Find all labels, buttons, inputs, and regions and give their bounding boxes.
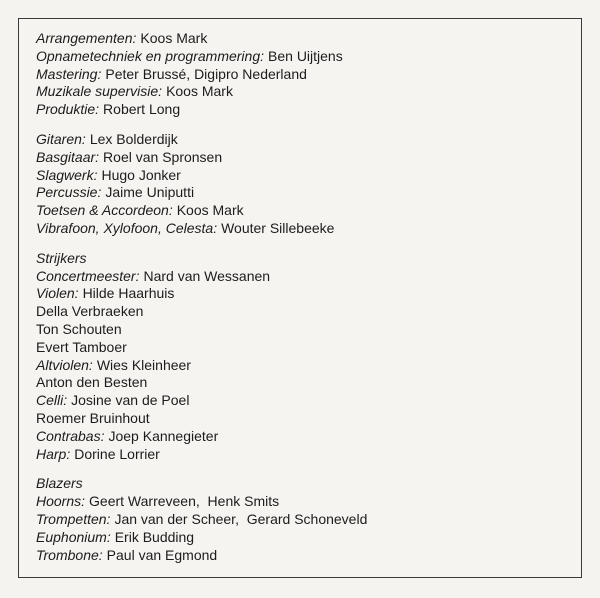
credit-name: Jaime Uniputti (105, 184, 195, 201)
section-heading: Strijkers (36, 249, 87, 266)
credit-line (36, 374, 367, 392)
credit-role: Trompetten: (36, 510, 111, 527)
credit-name: Koos Mark (140, 30, 208, 46)
credit-name: Evert Tamboer (36, 338, 127, 355)
credit-name: Della Verbraeken (36, 303, 144, 320)
credit-name: Joep Kannegieter (108, 427, 219, 444)
credit-role: Concertmeester: (36, 267, 140, 284)
credit-name: Koos Mark (166, 83, 233, 100)
credit-line (36, 529, 367, 547)
credit-line (36, 511, 367, 529)
credit-name: Wouter Sillebeeke (221, 219, 335, 236)
credit-line (36, 428, 367, 446)
credit-line (36, 101, 367, 119)
credit-line (36, 446, 367, 464)
credit-line (36, 392, 367, 410)
credit-name: Ton Schouten (36, 320, 122, 337)
credit-name: Roel van Spronsen (103, 148, 223, 165)
credit-role: Vibrafoon, Xylofoon, Celesta: (36, 219, 218, 236)
credit-role: Hoorns: (36, 493, 86, 510)
credit-role: Altviolen: (36, 356, 93, 373)
credit-role: Produktie: (36, 101, 100, 118)
credit-name: Robert Long (103, 101, 181, 118)
credit-name: Dorine Lorrier (74, 445, 160, 462)
credit-role: Opnametechniek en programmering: (36, 47, 265, 64)
credit-name: Lex Bolderdijk (89, 130, 178, 147)
credit-line (36, 220, 367, 238)
credit-line (36, 131, 367, 149)
production-credits (36, 30, 367, 119)
credit-line (36, 83, 367, 101)
credit-line (36, 339, 367, 357)
credit-line (36, 321, 367, 339)
credit-line (36, 66, 367, 84)
credit-name: Koos Mark (176, 202, 244, 219)
credit-line (36, 410, 367, 428)
credit-role: Gitaren: (36, 130, 86, 147)
credit-role: Slagwerk: (36, 166, 98, 183)
credit-role: Trombone: (36, 546, 103, 563)
credit-role: Muzikale supervisie: (36, 83, 163, 100)
credit-role: Basgitaar: (36, 148, 100, 165)
strings-credits (36, 250, 367, 464)
credit-role: Contrabas: (36, 427, 105, 444)
credit-line (36, 547, 367, 565)
credit-line (36, 357, 367, 375)
credit-line (36, 48, 367, 66)
credit-name: Anton den Besten (36, 374, 148, 391)
credit-name: Josine van de Poel (71, 392, 190, 409)
brass-credits (36, 475, 367, 564)
credit-name: Roemer Bruinhout (36, 409, 150, 426)
credit-name: Hugo Jonker (101, 166, 181, 183)
credit-name: Peter Brussé, Digipro Nederland (105, 65, 307, 82)
credits-list (36, 30, 367, 564)
credit-line (36, 268, 367, 286)
credit-name: Erik Budding (114, 528, 195, 545)
credit-name: Paul van Egmond (106, 546, 218, 563)
credit-role: Percussie: (36, 184, 102, 201)
credit-line (36, 493, 367, 511)
credit-line (36, 167, 367, 185)
credit-role: Violen: (36, 285, 79, 302)
credit-role: Mastering: (36, 65, 102, 82)
credit-line (36, 303, 367, 321)
credit-role: Euphonium: (36, 528, 111, 545)
credit-role: Arrangementen: (36, 30, 137, 46)
credit-name: Ben Uijtjens (268, 47, 343, 64)
band-credits (36, 131, 367, 238)
credit-name: Nard van Wessanen (143, 267, 271, 284)
credit-role: Harp: (36, 445, 71, 462)
section-heading: Blazers (36, 475, 83, 492)
credit-name: Jan van der Scheer, Gerard Schoneveld (114, 510, 368, 527)
credit-name: Geert Warreveen, Henk Smits (89, 493, 280, 510)
credit-role: Celli: (36, 392, 68, 409)
credit-line (36, 184, 367, 202)
credit-line (36, 202, 367, 220)
credit-line (36, 149, 367, 167)
credit-role: Toetsen & Accordeon: (36, 202, 173, 219)
credit-name: Hilde Haarhuis (82, 285, 175, 302)
credit-name: Wies Kleinheer (96, 356, 191, 373)
credit-line (36, 285, 367, 303)
credit-line (36, 30, 367, 48)
